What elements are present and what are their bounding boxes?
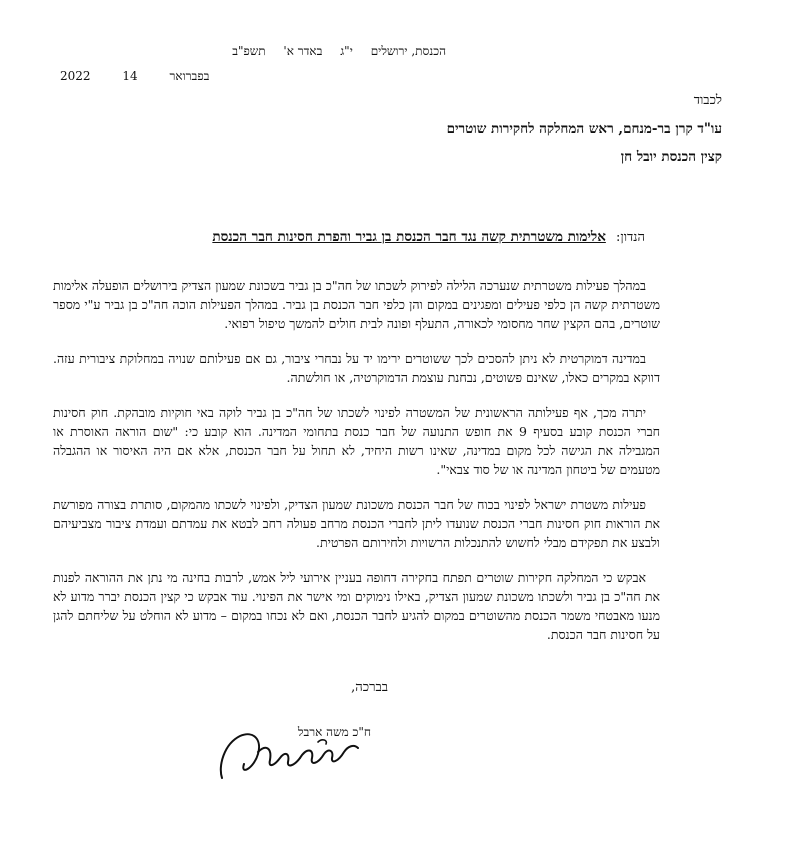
body-paragraph-1: במהלך פעילות משטרתית שנערכה הלילה לפירוק לשכתו של חה"כ בן גביר בשכונת שמעון הצדיק בירושלים הופעלה אלימות משטרתית קשה הן כלפי פעילים ומפגינים במקום והן כלפי חבר הכנסת בן גביר. במהלך הפעילות הוכה חה"כ בן גביר ע"י מספר שוטרים, בהם הקצין שחר מחסומי לכאורה, התעלף ופונה לבית חולים להמשך טיפול רפואי.	[53, 278, 660, 331]
body-paragraph-4: פעילות משטרת ישראל לפינוי בכוח של חבר הכנסת משכונת שמעון הצדיק, ולפינוי לשכתו מהמקום, סותרת בצורה מפורשת את הוראות חוק חסינות חברי הכנסת שנועדו ליתן לחברי הכנסת מרחב פעולה רחב לבטא את עמדתם ועמדת ציבור מצביעיהם ולבצע את תפקידם מבלי לחשוש להתנכלות הרשויות ולחירותם הפרטית.	[53, 497, 660, 550]
subject-label: הנדון:	[616, 230, 645, 245]
subject-text: אלימות משטרתית קשה נגד חבר הכנסת בן גביר והפרת חסינות חבר הכנסת	[212, 229, 606, 245]
hebrew-year: תשפ"ב	[232, 44, 266, 58]
hebrew-day: י"ג	[340, 44, 353, 58]
greg-day: 14	[122, 69, 138, 83]
body-paragraph-3: יתרה מכך, אף פעילותה הראשונית של המשטרה לפינוי לשכתו של חה"כ בן גביר לוקה באי חוקיות מובהקת. חוק חסינות חברי הכנסת קובע בסעיף 9 את חופש התנועה של חבר כנסת בתחומי המדינה. הוא קובע כי: "שום הוראה האוסרת או המגבילה את הגישה לכל מקום במדינה, שאינו רשות היחיד, לא תחול על חבר הכנסת, אלא אם היה האיסור או ההגבלה מטעמים של ביטחון המדינה או של סוד צבאי".	[53, 405, 660, 477]
location: הכנסת, ירושלים	[370, 44, 446, 58]
body-paragraph-2: במדינה דמוקרטית לא ניתן להסכים לכך ששוטרים ירימו יד על נבחרי ציבור, גם אם פעילותם שנויה במחלוקת ציבורית עזה. דווקא במקרים כאלו, שאינם פשוטים, נבחנת עוצמת הדמוקרטיה, או חולשתה.	[53, 351, 660, 385]
closing-greeting: בברכה,	[351, 680, 388, 695]
hebrew-month: באדר א'	[283, 44, 323, 58]
body-paragraph-5: אבקש כי המחלקה חקירות שוטרים תפתח בחקירה דחופה בעניין אירועי ליל אמש, לרבות בחינה מי נתן את ההוראה לפנות את חה"כ בן גביר ולשכתו משכונת שמעון הצדיק, באילו נימוקים ומי אישר את הפינוי. עוד אבקש כי קצין הכנסת יברר מדוע לא מנעו מאבטחי משמר הכנסת מהשוטרים במקום להגיע לחבר הכנסת, ואם לא נכחו במקום – מדוע לא הוחלט על שליחתם להגן על חסינות חבר הכנסת.	[53, 570, 660, 642]
addressee-line-2: קצין הכנסת יובל חן	[620, 149, 722, 165]
gregorian-date-line	[60, 69, 260, 84]
hebrew-date-line	[200, 44, 446, 59]
addressee-label: לכבוד	[693, 93, 722, 108]
greg-year: 2022	[60, 69, 91, 83]
signer-name: ח"כ משה ארבל	[297, 725, 371, 739]
letter-body	[53, 276, 660, 660]
subject-line	[212, 229, 645, 245]
addressee-line-1: עו"ד קרן בר-מנחם, ראש המחלקה לחקירות שוטרים	[446, 121, 722, 137]
handwritten-signature	[210, 722, 370, 790]
greg-month: בפברואר	[169, 69, 210, 83]
